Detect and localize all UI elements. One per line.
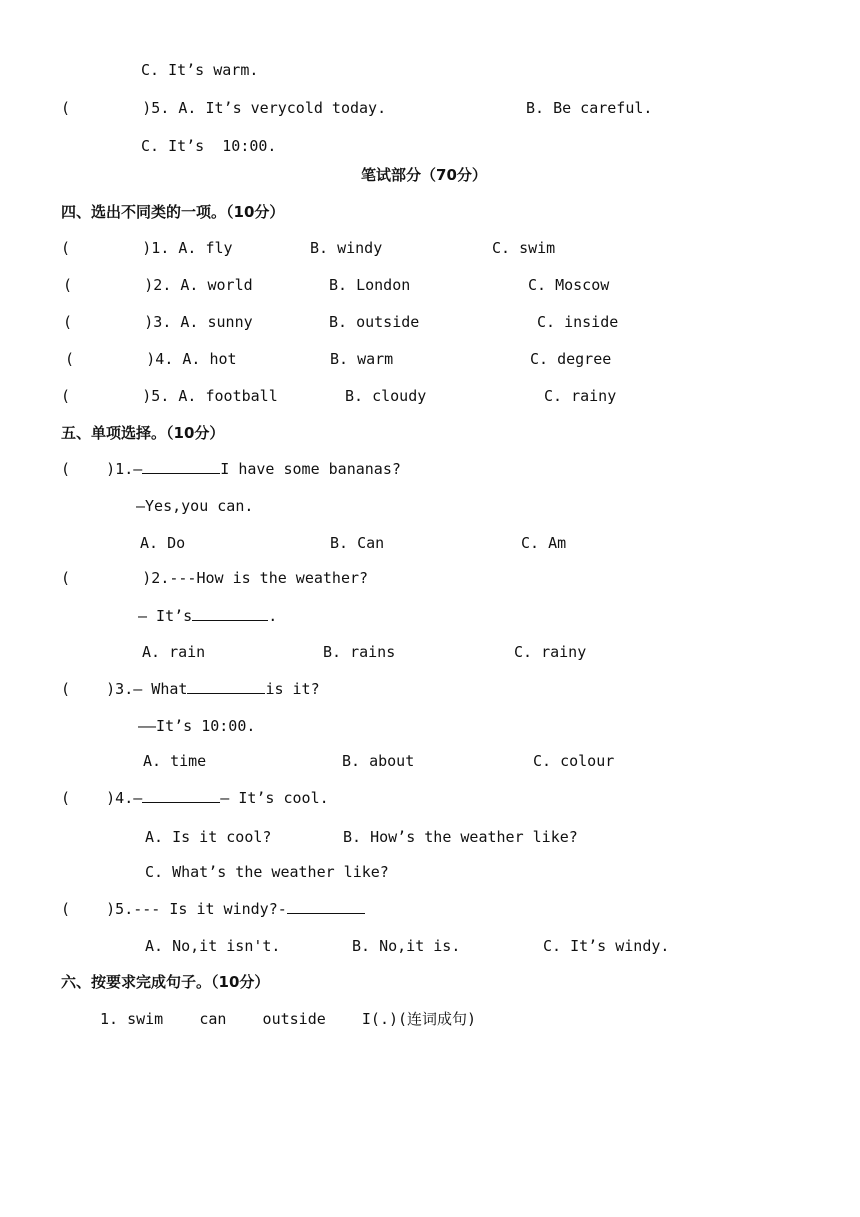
s5-q5-option-a: A. No,it isn't.	[145, 937, 281, 955]
s5-q2-question: ( )2.---How is the weather?	[61, 569, 369, 587]
s4-q5: ( )5. A. football	[61, 387, 278, 405]
prev-q5-option-b: B. Be careful.	[526, 99, 653, 117]
s4-q5-option-c: C. rainy	[544, 387, 617, 405]
answer-blank	[192, 606, 268, 621]
s4-q3-option-c: C. inside	[537, 313, 619, 331]
s4-q3: ( )3. A. sunny	[63, 313, 253, 331]
s5-q1-option-c: C. Am	[521, 534, 567, 552]
s5-q4-option-c: C. What’s the weather like?	[145, 863, 389, 881]
s5-q1-prefix: ( )1.—	[61, 460, 143, 478]
s5-q2-option-c: C. rainy	[514, 643, 587, 661]
s5-q3-text: is it?	[265, 680, 320, 698]
s4-q5-option-b: B. cloudy	[345, 387, 427, 405]
s5-q5-prefix: ( )5.--- Is it windy?-	[61, 900, 287, 918]
s5-q2-option-b: B. rains	[323, 643, 396, 661]
s5-q3-reply: ——It’s 10:00.	[138, 717, 256, 735]
section-5-title: 五、单项选择。（10分）	[61, 424, 225, 442]
s5-q4-option-a: A. Is it cool?	[145, 828, 272, 846]
s5-q5-option-b: B. No,it is.	[352, 937, 461, 955]
s5-q3-question	[61, 679, 320, 699]
s5-q1-text: I have some bananas?	[220, 460, 401, 478]
s5-q4-text: — It’s cool.	[220, 789, 329, 807]
s5-q1-reply: —Yes,you can.	[136, 497, 254, 515]
written-part-title: 笔试部分（70分）	[361, 166, 487, 184]
s5-q5-option-c: C. It’s windy.	[543, 937, 670, 955]
s5-q2-option-a: A. rain	[142, 643, 206, 661]
s6-q1: 1. swim can outside I(.)(连词成句)	[100, 1010, 477, 1028]
prev-q5-question: ( )5. A. It’s verycold today.	[61, 99, 387, 117]
s4-q1: ( )1. A. fly	[61, 239, 233, 257]
s5-q2-reply	[138, 606, 277, 626]
answer-blank	[187, 679, 265, 694]
answer-blank	[142, 459, 220, 474]
s5-q3-option-c: C. colour	[533, 752, 615, 770]
s5-q1-option-b: B. Can	[330, 534, 385, 552]
s5-q2-reply-prefix: — It’s	[138, 607, 193, 625]
s5-q2-reply-suffix: .	[268, 607, 278, 625]
s4-q4-option-c: C. degree	[530, 350, 612, 368]
prev-q4-option-c: C. It’s warm.	[141, 61, 259, 79]
s5-q3-option-a: A. time	[143, 752, 207, 770]
answer-blank	[287, 899, 365, 914]
section-6-title: 六、按要求完成句子。（10分）	[61, 973, 270, 991]
s4-q2: ( )2. A. world	[63, 276, 253, 294]
s5-q1-question	[61, 459, 401, 479]
s4-q2-option-c: C. Moscow	[528, 276, 610, 294]
s4-q4-option-b: B. warm	[330, 350, 394, 368]
prev-q5-option-c: C. It’s 10:00.	[141, 137, 277, 155]
s4-q3-option-b: B. outside	[329, 313, 420, 331]
s5-q3-option-b: B. about	[342, 752, 415, 770]
answer-blank	[142, 788, 220, 803]
section-4-title: 四、选出不同类的一项。（10分）	[61, 203, 285, 221]
s5-q4-option-b: B. How’s the weather like?	[343, 828, 578, 846]
s5-q4-prefix: ( )4.—	[61, 789, 143, 807]
s5-q4-question	[61, 788, 329, 808]
s4-q1-option-b: B. windy	[310, 239, 383, 257]
s4-q1-option-c: C. swim	[492, 239, 556, 257]
s5-q3-prefix: ( )3.— What	[61, 680, 188, 698]
s5-q5-question	[61, 899, 365, 919]
s4-q4: ( )4. A. hot	[65, 350, 237, 368]
s5-q1-option-a: A. Do	[140, 534, 186, 552]
s4-q2-option-b: B. London	[329, 276, 411, 294]
